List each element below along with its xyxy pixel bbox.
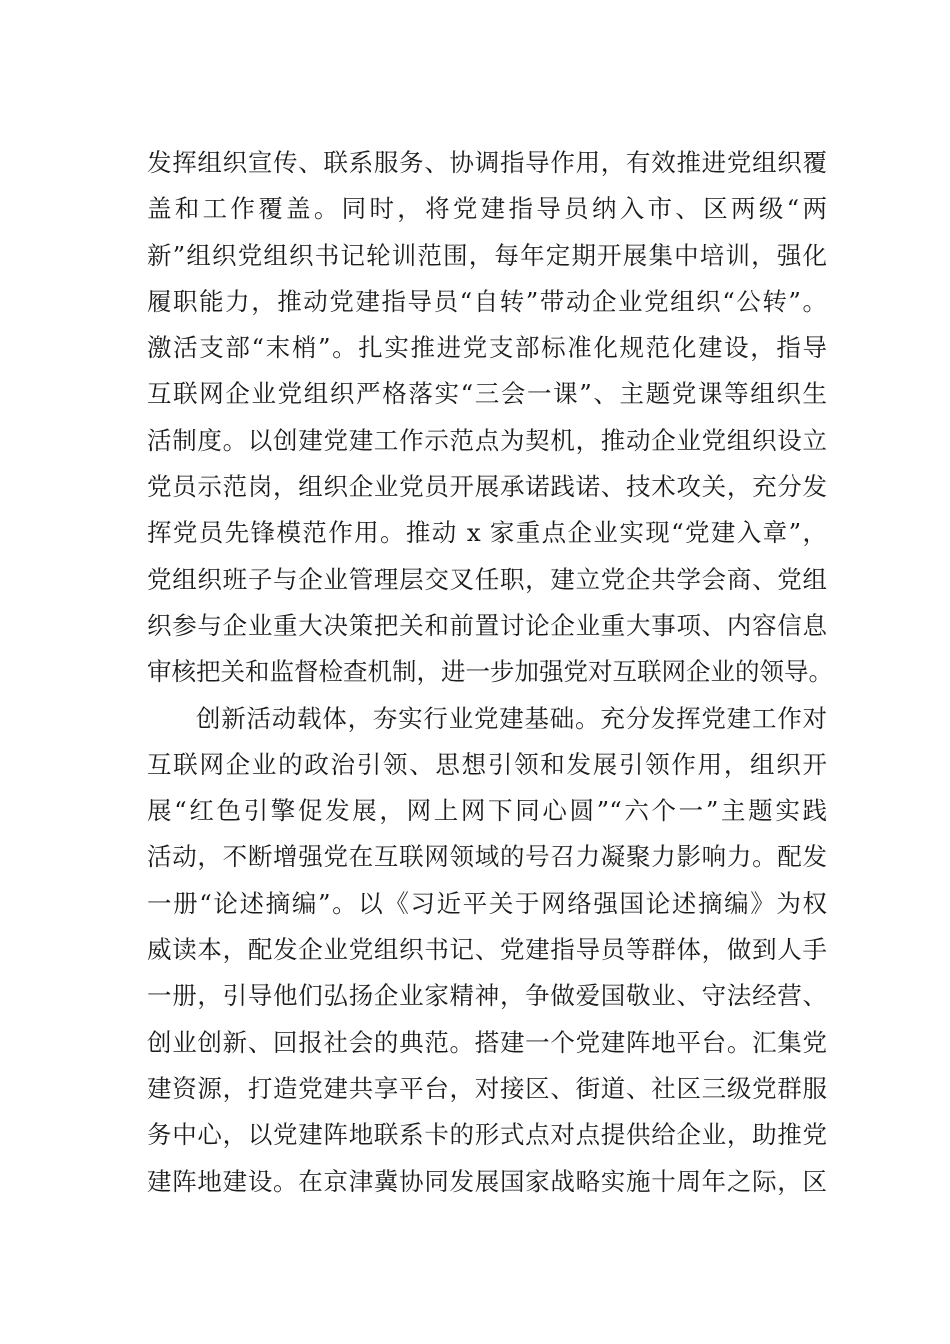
paragraph-first-line: 创新活动载体，夯实行业党建基础。充分发挥党建工作对 <box>196 703 827 733</box>
text-line: 激活支部“末梢”。扎实推进党支部标准化规范化建设，指导 <box>147 333 827 363</box>
text-line: 一册，引导他们弘扬企业家精神，争做爱国敬业、守法经营、 <box>147 981 827 1011</box>
text-line: 织参与企业重大决策把关和前置讨论企业重大事项、内容信息 <box>147 610 827 640</box>
text-line: 发挥组织宣传、联系服务、协调指导作用，有效推进党组织覆 <box>147 148 827 177</box>
text-line: 挥党员先锋模范作用。推动 x 家重点企业实现“党建入章”， <box>147 518 827 548</box>
text-line: 创业创新、回报社会的典范。搭建一个党建阵地平台。汇集党 <box>147 1027 827 1057</box>
text-line: 建阵地建设。在京津冀协同发展国家战略实施十周年之际，区 <box>147 1166 827 1196</box>
text-line: 活制度。以创建党建工作示范点为契机，推动企业党组织设立 <box>147 425 827 455</box>
text-line: 党组织班子与企业管理层交叉任职，建立党企共学会商、党组 <box>147 564 827 594</box>
body-text <box>147 140 833 1205</box>
text-line: 新”组织党组织书记轮训范围，每年定期开展集中培训，强化 <box>147 240 827 270</box>
text-line: 互联网企业党组织严格落实“三会一课”、主题党课等组织生 <box>147 379 827 409</box>
text-line: 活动，不断增强党在互联网领域的号召力凝聚力影响力。配发 <box>147 842 827 872</box>
text-line: 盖和工作覆盖。同时，将党建指导员纳入市、区两级“两 <box>147 194 827 224</box>
text-line: 审核把关和监督检查机制，进一步加强党对互联网企业的领导。 <box>147 657 833 687</box>
text-line: 互联网企业的政治引领、思想引领和发展引领作用，组织开 <box>147 749 827 779</box>
text-line: 一册“论述摘编”。以《习近平关于网络强国论述摘编》为权 <box>147 888 827 918</box>
text-line: 建资源，打造党建共享平台，对接区、街道、社区三级党群服 <box>147 1073 827 1103</box>
text-line: 履职能力，推动党建指导员“自转”带动企业党组织“公转”。 <box>147 286 827 316</box>
text-line: 党员示范岗，组织企业党员开展承诺践诺、技术攻关，充分发 <box>147 472 827 502</box>
text-line: 展“红色引擎促发展，网上网下同心圆”“六个一”主题实践 <box>147 796 827 826</box>
text-line: 威读本，配发企业党组织书记、党建指导员等群体，做到人手 <box>147 935 827 965</box>
text-line: 务中心，以党建阵地联系卡的形式点对点提供给企业，助推党 <box>147 1120 827 1150</box>
